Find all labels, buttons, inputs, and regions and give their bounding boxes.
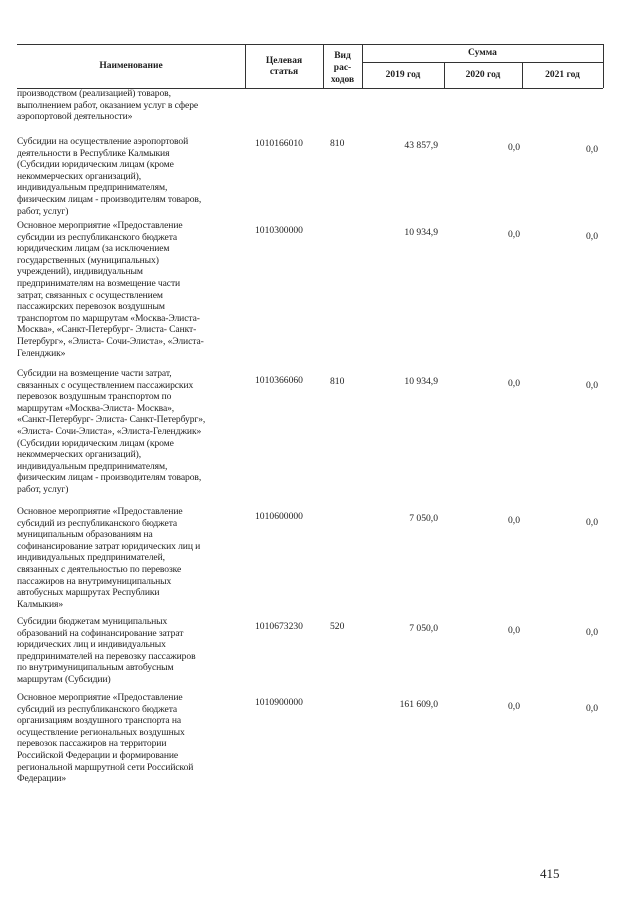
row-air-routes-measure-2020: 0,0 — [508, 229, 520, 240]
row-airport-subsidy-code: 1010166010 — [255, 138, 303, 149]
row-bus-measure-2021: 0,0 — [586, 517, 598, 528]
row-bus-subsidy-2021: 0,0 — [586, 627, 598, 638]
header-sum: Сумма — [468, 48, 497, 58]
row-bus-subsidy-2020: 0,0 — [508, 625, 520, 636]
row-airport-subsidy-vid: 810 — [330, 138, 345, 149]
sum-divider-line — [362, 62, 603, 63]
row-bus-subsidy-text: Субсидии бюджетам муниципальных образований на софинансирование затрат юридических лиц и индивидуальных предпринимателей на перевозку пассажиров по внутримуниципальным автобусным маршрутам (Субсидии) — [17, 616, 196, 685]
header-top-line — [17, 44, 603, 45]
row-air-routes-measure-text: Основное мероприятие «Предоставление субсидии из республиканского бюджета юридическим лицам (за исключением государственных (муниципальных) учреждений), индивидуальным предпринимателям на возмещение части затрат, связанных с осуществлением пассажирских перевозок воздушным транспортом по маршрутам «Москва-Элиста- Москва», «Санкт-Петербург- Элиста- Санкт- Петербург», «Элиста- Сочи-Элиста», «Элиста- Геленджик» — [17, 220, 204, 359]
row-air-routes-subsidy-vid: 810 — [330, 376, 345, 387]
row-bus-measure-text: Основное мероприятие «Предоставление субсидий из республиканского бюджета муниципальным образованиям на софинансирование затрат юридических лиц и индивидуальных предпринимателей, связанных с деятельностью по перевозке пассажиров на внутримуниципальных автобусных маршрутах Республики Калмыкия» — [17, 506, 201, 610]
row-airport-subsidy-2020: 0,0 — [508, 142, 520, 153]
row-airport-subsidy-text: Субсидии на осуществление аэропортовой деятельности в Республике Калмыкия (Субсидии юридическим лицам (кроме некоммерческих организаций), индивидуальным предпринимателям, физическим лицам - производителям товаров, работ, услуг) — [17, 136, 202, 217]
row-air-routes-subsidy-code: 1010366060 — [255, 375, 303, 386]
row-airport-subsidy-2019: 43 857,9 — [404, 140, 438, 151]
header-name: Наименование — [99, 61, 163, 71]
row-air-routes-measure-2019: 10 934,9 — [404, 227, 438, 238]
page-number: 415 — [540, 866, 560, 881]
row-continuation-text: производством (реализацией) товаров, выполнением работ, оказанием услуг в сфере аэропортовой деятельности» — [17, 88, 199, 123]
row-air-routes-subsidy-2019: 10 934,9 — [404, 376, 438, 387]
row-bus-measure-code: 1010600000 — [255, 511, 303, 522]
header-2019: 2019 год — [385, 70, 421, 80]
header-target-article: Целевая статья — [265, 56, 303, 77]
row-bus-measure-2019: 7 050,0 — [409, 513, 438, 524]
row-regional-air-measure-code: 1010900000 — [255, 697, 303, 708]
row-air-routes-subsidy-text: Субсидии на возмещение части затрат, связанных с осуществлением пассажирских перевозок воздушным транспортом по маршрутам «Москва-Элиста- Москва», «Санкт-Петербург- Элиста- Санкт-Петербург», «Элиста- Сочи-Элиста», «Элиста-Геленджик» (Субсидии юридическим лицам (кроме некоммерческих организаций), индивидуальным предпринимателям, физическим лицам - производителям товаров, работ, услуг) — [17, 368, 206, 495]
row-air-routes-subsidy-2020: 0,0 — [508, 378, 520, 389]
row-bus-subsidy-vid: 520 — [330, 621, 345, 632]
row-airport-subsidy-2021: 0,0 — [586, 144, 598, 155]
row-air-routes-subsidy-2021: 0,0 — [586, 380, 598, 391]
header-2020: 2020 год — [465, 70, 501, 80]
row-bus-measure-2020: 0,0 — [508, 515, 520, 526]
row-bus-subsidy-code: 1010673230 — [255, 621, 303, 632]
col-divider-right — [603, 44, 604, 88]
row-regional-air-measure-2021: 0,0 — [586, 703, 598, 714]
row-bus-subsidy-2019: 7 050,0 — [409, 623, 438, 634]
header-2021: 2021 год — [545, 70, 580, 80]
row-regional-air-measure-2019: 161 609,0 — [399, 699, 438, 710]
row-regional-air-measure-text: Основное мероприятие «Предоставление субсидий из республиканского бюджета организациям воздушного транспорта на осуществление региональных воздушных перевозок пассажиров на территории Российской Федерации и формирование региональной маршрутной сети Российской Федерации» — [17, 692, 194, 785]
row-air-routes-measure-2021: 0,0 — [586, 231, 598, 242]
row-regional-air-measure-2020: 0,0 — [508, 701, 520, 712]
header-expense-type: Вид рас- ходов — [330, 51, 355, 85]
row-air-routes-measure-code: 1010300000 — [255, 225, 303, 236]
